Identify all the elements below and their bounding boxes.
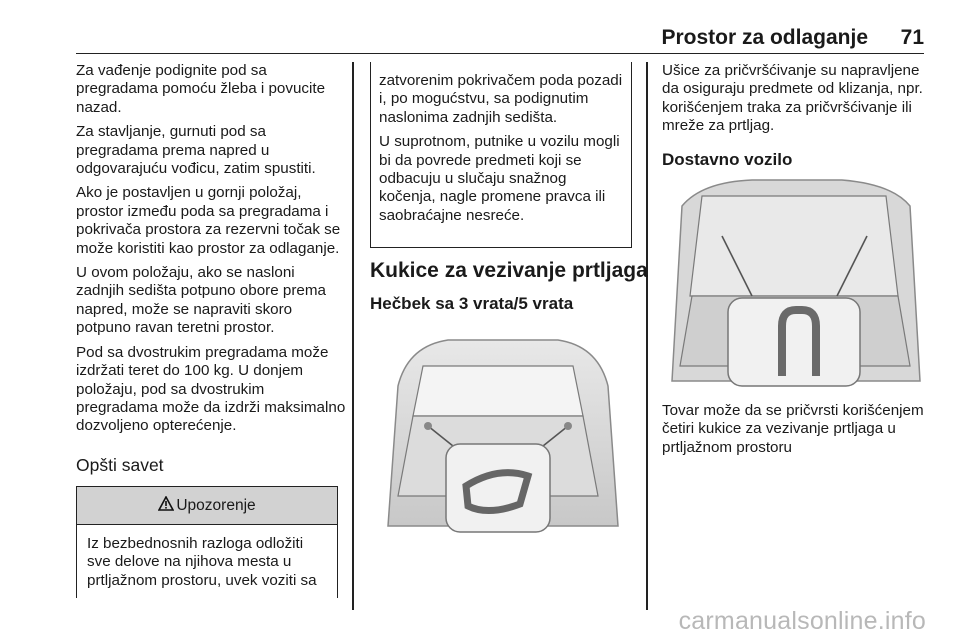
sub-heading: Hečbek sa 3 vrata/5 vrata: [370, 294, 574, 313]
page-title: Prostor za odlaganje: [661, 26, 868, 49]
paragraph: Ušice za pričvršćivanje su napravljene da osiguraju predmete od klizanja, npr. korišćenjem traka za pričvršćivanje ili mreže za prtljag.: [662, 62, 923, 135]
column-left: [76, 62, 346, 490]
column-divider: [352, 62, 354, 610]
figure-caption: Tovar može da se pričvrsti korišćenjem četiri kukice za vezivanje prtljaga u prtljažnom prostoru: [662, 402, 924, 456]
paragraph: U suprotnom, putnike u vozilu mogli bi da povrede predmeti koji se odbacuju u slučaju snažnog kočenja, nagle promene pravca ili saobraćajne nesreće.: [379, 133, 620, 224]
delivery-van-trunk-illustration: [662, 176, 926, 390]
figure-caption-block: [662, 402, 926, 463]
section-heading: Kukice za vezivanje prtljaga: [370, 259, 648, 282]
paragraph: Za vađenje podignite pod sa pregradama pomoću žleba i povucite nazad.: [76, 62, 326, 116]
paragraph: Ako je postavljen u gornji položaj, prostor između poda sa pregradama i pokrivača prostora za rezervni točak se može koristiti kao prostor za odlaganje.: [76, 184, 341, 257]
warning-continued-box: [370, 62, 632, 248]
paragraph: zatvorenim pokrivačem poda pozadi i, po mogućstvu, sa podignutim naslonima zadnjih sedišta.: [379, 72, 623, 126]
sub-heading: Dostavno vozilo: [662, 150, 793, 169]
warning-text: Iz bezbednosnih razloga odložiti sve delove na njihova mesta u prtljažnom prostoru, uvek voziti sa: [87, 535, 317, 589]
warning-header: [77, 487, 337, 525]
page-header: [76, 24, 924, 54]
hatchback-trunk-illustration: [368, 326, 634, 538]
watermark: carmanualsonline.info: [678, 607, 926, 635]
paragraph: U ovom položaju, ako se nasloni zadnjih sedišta potpuno obore prema napred, može se napraviti skoro potpuno ravan teretni prostor.: [76, 264, 326, 337]
warning-title: Upozorenje: [176, 496, 256, 514]
paragraph: Pod sa dvostrukim pregradama može izdržati teret do 100 kg. U donjem položaju, pod sa dvostrukim pregradama može da izdrži maksimalno dozvoljeno opterećenje.: [76, 343, 346, 435]
section-heading: Opšti savet: [76, 454, 164, 475]
paragraph: Za stavljanje, gurnuti pod sa pregradama prema napred u odgovarajuću vođicu, zatim spustiti.: [76, 123, 316, 178]
page-number: 71: [900, 26, 924, 49]
column-divider: [646, 62, 648, 610]
warning-box: [76, 486, 338, 598]
warning-triangle-icon: [158, 496, 174, 516]
column-right: [662, 62, 926, 142]
